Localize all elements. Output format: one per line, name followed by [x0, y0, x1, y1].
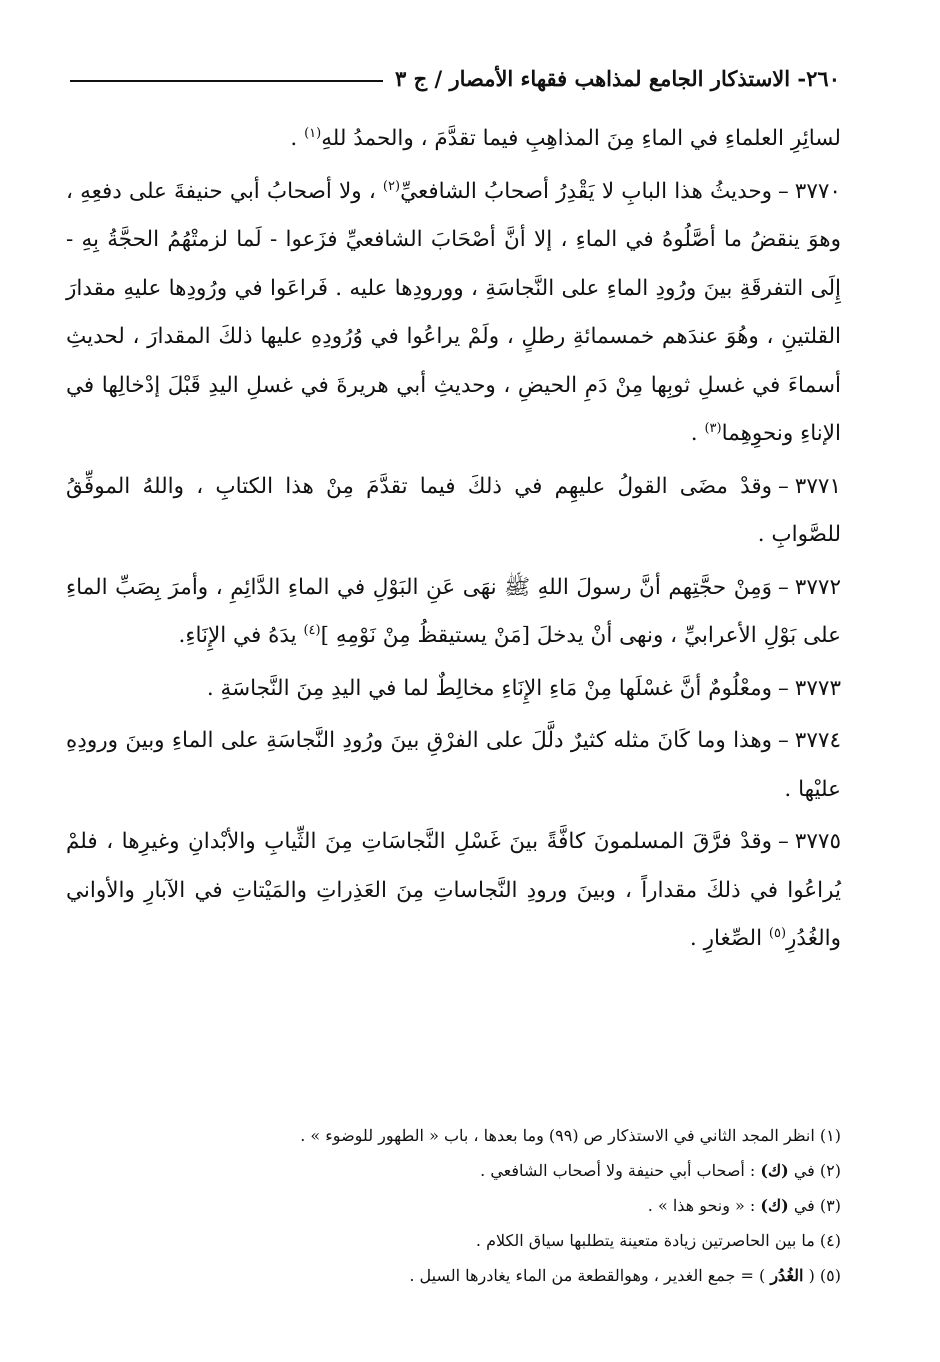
- footnote-number: (٢): [819, 1161, 841, 1180]
- paragraph-text: وقدْ مضَى القولُ عليهِم في ذلكَ فيما تقدَّمَ مِنْ هذا الكتابِ ، واللهُ الموفِّقُ للصَّوابِ .: [66, 473, 841, 547]
- running-header: [70, 58, 840, 98]
- footnote-ref: (٥): [768, 925, 787, 941]
- paragraph-number: ٣٧٧١: [794, 473, 841, 499]
- paragraph-number: ٣٧٧٥: [794, 829, 841, 854]
- paragraph-text-end: الصِّغارِ .: [689, 926, 769, 951]
- main-text: [66, 115, 841, 968]
- paragraph-3775: [66, 818, 841, 964]
- footnote-text: ) = جمع الغدير ، وهوالقطعة من الماء يغادرها السيل .: [409, 1266, 771, 1285]
- header-title: ٢٦٠- الاستذكار الجامع لمذاهب فقهاء الأمصار / ج ٣: [395, 65, 840, 91]
- footnote-3: [120, 1188, 841, 1223]
- paragraph-text: وحديثُ هذا البابِ لا يَقْدِرُ أصحابُ الشافعيِّ: [400, 178, 773, 204]
- paragraph-dash: –: [778, 675, 789, 701]
- footnote-2: [120, 1153, 841, 1188]
- paragraph-text-end: .: [290, 126, 305, 151]
- footnote-number: (٤): [819, 1231, 841, 1250]
- paragraph-text: لسائِرِ العلماءِ في الماءِ مِنَ المذاهِبِ فيما تقدَّمَ ، والحمدُ للهِ: [321, 126, 841, 151]
- paragraph-3770: [66, 168, 841, 459]
- footnote-ref: (٣): [704, 420, 722, 436]
- paragraph-text-mid: ، ولا أصحابُ أبي حنيفةَ على دفعِهِ ، وهوَ ينقضُ ما أصَّلُوهُ في الماءِ ، إلا أنَّ أصْحَابَ الشافعيِّ فزَعوا - لَما لزمتْهُمُ الحجَّةُ بِهِ - إِلَى التفرقَةِ بينَ ورُودِ الماءِ على النَّجاسَةِ ، وورودِها عليه . فَراعَوا في ورُودِها عليهِ مقدارَ القلتينِ ، وهُوَ عندَهم خمسمائةِ رطلٍ ، ولَمْ يراعُوا في وُرُودِهِ عليها ذلكَ المقدارَ ، لحديثِ أسماءَ في غسلِ ثوبِها مِنْ دَمِ الحيضِ ، وحديثِ أبي هريرةَ في غسلِ اليدِ قَبْلَ إدْخالِها في الإناءِ ونحوِهِما: [66, 178, 841, 446]
- paragraph-dash: –: [778, 574, 789, 600]
- footnote-text: انظر المجد الثاني في الاستذكار ص (٩٩) وما بعدها ، باب « الطهور للوضوء » .: [300, 1126, 815, 1145]
- paragraph-text-end: يدَهُ في الإِنَاءِ.: [178, 623, 304, 648]
- paragraph-dash: –: [778, 178, 789, 204]
- paragraph-text: وهذا وما كَانَ مثله كثيرٌ دلَّلَ على الفرْقِ بينَ ورُودِ النَّجاسَةِ على الماءِ وبينَ ورودِهِ عليْها .: [66, 728, 841, 802]
- footnote-source: (ك): [760, 1196, 789, 1215]
- paragraph-dash: –: [778, 829, 789, 854]
- paragraph-continuation: [66, 115, 841, 164]
- footnote-ref: (٢): [382, 178, 401, 194]
- footnote-ref: (١): [304, 125, 322, 141]
- paragraph-text: وَمِنْ حجَّتِهم أنَّ رسولَ اللهِ ﷺ نهَى عَنِ البَوْلِ في الماءِ الدَّائِمِ ، وأمرَ بِصَبِّ الماءِ على بَوْلِ الأعرابيِّ ، ونهى أنْ يدخلَ [مَنْ يستيقظُ مِنْ نَوْمِهِ ]: [66, 574, 841, 648]
- paragraph-number: ٣٧٧٣: [794, 675, 841, 701]
- footnotes-section: [120, 1118, 841, 1293]
- paragraph-text-end: .: [690, 421, 705, 446]
- footnote-number: (١): [819, 1126, 841, 1145]
- paragraph-number: ٣٧٧٠: [794, 178, 841, 204]
- footnote-4: [120, 1223, 841, 1258]
- footnote-term: الغُدُر: [770, 1266, 804, 1285]
- paragraph-dash: –: [778, 728, 789, 753]
- paragraph-number: ٣٧٧٢: [794, 574, 841, 600]
- footnote-number: (٣): [819, 1196, 841, 1215]
- header-rule: [70, 80, 383, 82]
- footnote-text: ما بين الحاصرتين زيادة متعينة يتطلبها سياق الكلام .: [475, 1231, 815, 1250]
- footnote-prefix: في: [788, 1161, 815, 1180]
- paragraph-number: ٣٧٧٤: [794, 728, 841, 753]
- paragraph-3771: [66, 463, 841, 560]
- paragraph-text: وقدْ فرَّقَ المسلمونَ كافَّةً بينَ غَسْلِ النَّجاسَاتِ مِنَ الثِّيابِ والأبْدانِ وغيرِها ، فلمْ يُراعُوا في ذلكَ مقداراً ، وبينَ ورودِ النَّجاساتِ مِنَ العَذِراتِ والمَيْتاتِ في الآبارِ والأواني والغُدُرِ: [66, 829, 841, 951]
- footnote-ref: (٤): [303, 622, 321, 638]
- footnote-text: : أصحاب أبي حنيفة ولا أصحاب الشافعي .: [480, 1161, 761, 1180]
- footnote-text: : « ونحو هذا » .: [647, 1196, 761, 1215]
- footnote-number: (٥): [819, 1266, 841, 1285]
- paragraph-3773: [66, 665, 841, 714]
- footnote-5: [120, 1258, 841, 1293]
- footnote-source: (ك): [760, 1161, 789, 1180]
- paragraph-3774: [66, 717, 841, 814]
- paragraph-dash: –: [778, 473, 789, 499]
- footnote-prefix: في: [788, 1196, 815, 1215]
- paragraph-3772: [66, 564, 841, 661]
- footnote-1: [120, 1118, 841, 1153]
- paragraph-text: ومعْلُومٌ أنَّ غسْلَها مِنْ مَاءِ الإِنَاءِ مخالِطٌ لما في اليدِ مِنَ النَّجاسَةِ .: [206, 675, 773, 701]
- footnote-prefix: (: [803, 1266, 815, 1285]
